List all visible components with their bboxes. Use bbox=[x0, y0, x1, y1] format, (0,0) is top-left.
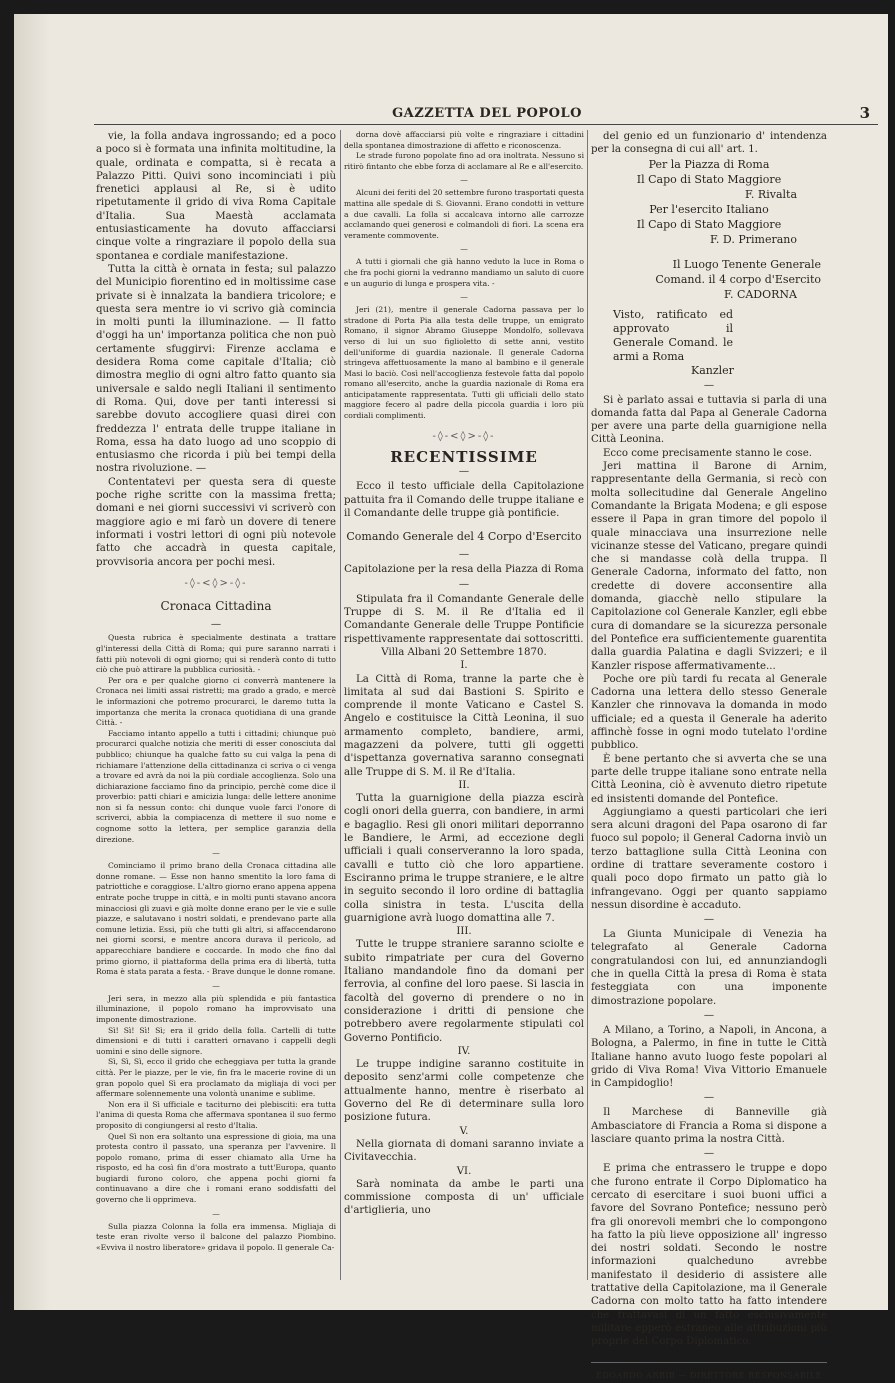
column-1 bbox=[96, 130, 336, 1253]
article-number: II. bbox=[458, 779, 470, 791]
paragraph: Si è parlato assai e tuttavia si parla di una domanda fatta dal Papa al Generale Cadorna per avere una parte della guarnigione nella Città Leonina. bbox=[591, 394, 827, 446]
paragraph: È bene pertanto che si avverta che se una parte delle truppe italiane sono entrate nella Città Leonina, ciò è avvenuto dietro ripetute ed insistenti domande del Pontefice. bbox=[591, 753, 827, 805]
paragraph: La Città di Roma, tranne la parte che è limitata al sud dai Bastioni S. Spirito e comprende il monte Vaticano e Castel S. Angelo e costituisce la Città Leonina, il suo armamento completo, bandiere, armi, magazzeni da polvere, tutti gli oggetti d'ispettanza governativa saranno consegnati alle Truppe di S. M. il Re d'Italia. bbox=[344, 673, 584, 778]
paragraph: Per ora e per qualche giorno ci converrà mantenere la Cronaca nei limiti assai ristretti; ma grado a grado, e mercè le informazioni che potremo procurarci, le daremo tutta la importanza che merita la cronaca quotidiana di una grande Città. - bbox=[96, 675, 336, 728]
paragraph: Sì! Sì! Sì! Sì; era il grido della folla. Cartelli di tutte dimensioni e di tutti i caratteri ornavano i cappelli degli uomini e sino delle signore. bbox=[96, 1025, 336, 1056]
paragraph: Sarà nominata da ambe le parti una commissione composta di un' ufficiale d'artiglieria, uno bbox=[344, 1178, 584, 1217]
dash-divider: — bbox=[703, 1148, 715, 1160]
ratification-name: Kanzler bbox=[691, 363, 734, 377]
dash-divider: — bbox=[212, 1208, 220, 1218]
signature-line: Il Capo di Stato Maggiore bbox=[636, 217, 782, 231]
paragraph: Tutte le truppe straniere saranno sciolte e subito rimpatriate per cura del Governo Italiano mandandole fino da domani per ferrovia, al confine del loro paese. Si lascia in facoltà del governo di prendere o no in considerazione i dritti di pensione che potrebbero avere regolarmente stipulati col Governo Pontificio. bbox=[344, 939, 584, 1044]
dash-divider: — bbox=[460, 244, 468, 254]
dash-divider: — bbox=[460, 292, 468, 302]
dash-divider: — bbox=[703, 379, 715, 391]
article-number: III. bbox=[456, 926, 472, 938]
article-number: IV. bbox=[457, 1045, 471, 1057]
dash-divider: — bbox=[703, 914, 715, 926]
paragraph: E prima che entrassero le truppe e dopo che furono entrate il Corpo Diplomatico ha cercato di esercitare i suoi buoni uffici a favore del Sovrano Pontefice; nessuno però fra gli onorevoli membri che lo compongono ha fatto la più lieve opposizione all' ingresso dei nostri soldati. Secondo le nostre informazioni qualcheduno avrebbe manifestato il desiderio di assistere alle trattative della Capitolazione, ma il Generale Cadorna con molto tatto ha fatto intendere che trattavasi di un fatto esclusivamente militare epperò estraneo alle attribuzioni più proprie del Corpo Diplomatico. bbox=[591, 1163, 827, 1348]
column-2 bbox=[344, 130, 584, 1218]
paragraph: Jeri (21), mentre il generale Cadorna passava per lo stradone di Porta Pia alla testa delle truppe, un emigrato Romano, il signor Abramo Giuseppe Mondolfo, sollevava verso di lui un suo figlioletto di sette anni, vestito dell'uniforme di guardia nazionale. Il generale Cadorna stringeva affettuosamente la mano al bambino e il generale Masi lo baciò. Così nell'accoglienza festevole fatta dal popolo romano all'esercito, anche la guardia nazionale di Roma era anticipatamente rappresentata. Tutti gli ufficiali dello stato maggiore fecero al padre della piccola guardia i loro più cordiali complimenti. bbox=[344, 305, 584, 421]
dash-divider: — bbox=[460, 175, 468, 185]
paragraph: Alcuni dei feriti del 20 settembre furono trasportati questa mattina alle spedale di S. Giovanni. Erano condotti in vetture a due cavalli. La folla si accalcava intorno alle carrozze acclamando quei generosi e colmandoli di fiori. La scena era veramente commovente. bbox=[344, 188, 584, 240]
column-divider bbox=[340, 130, 341, 1280]
paragraph: Facciamo intanto appello a tutti i cittadini; chiunque può procurarci qualche notizia che meriti di esser conosciuta dal pubblico; chiunque ha qualche fatto su cui valga la pena di richiamare l'attenzione della cittadinanza ci scriva o ci venga a trovare ed avrà da noi la più cordiale accoglienza. Solo una dichiarazione facciamo fino da principio, perchè come dice il proverbio: patti chiari e amicizia lunga: delle lettere anonime non si fa nessun conto: chi dunque vuole farci l'onore di scriverci, abbia la compiacenza di mettere il suo nome e cognome sotto la lettera, per semplice garanzia della direzione. bbox=[96, 728, 336, 844]
subheading: Capitolazione per la resa della Piazza di Roma bbox=[344, 564, 584, 576]
signature-line: Comand. il 4 corpo d'Esercito bbox=[655, 272, 821, 286]
signature-name: F. Rivalta bbox=[745, 187, 797, 201]
signature-name: F. D. Primerano bbox=[710, 232, 797, 246]
paragraph: Le strade furono popolate fino ad ora inoltrata. Nessuno si ritirò fintanto che ebbe forza di acclamare al Re e all'esercito. bbox=[344, 151, 584, 171]
dash-divider: — bbox=[458, 549, 470, 561]
page-number: 3 bbox=[859, 104, 870, 122]
signature-line: Per la Piazza di Roma bbox=[648, 157, 770, 171]
dash-divider: — bbox=[212, 848, 220, 858]
paragraph: del genio ed un funzionario d' intendenza per la consegna di cui all' art. 1. bbox=[591, 131, 827, 156]
signature-name: F. CADORNA bbox=[724, 287, 797, 301]
dash-divider: — bbox=[212, 980, 220, 990]
paragraph: A Milano, a Torino, a Napoli, in Ancona, a Bologna, a Palermo, in fine in tutte le Città Italiane hanno avuto luogo feste popolari al grido di Viva Roma! Viva Vittorio Emanuele in Campidoglio! bbox=[591, 1024, 827, 1090]
paragraph: Cominciamo il primo brano della Cronaca cittadina alle donne romane. — Esse non hanno smentito la loro fama di patriottiche e coraggiose. L'altro giorno erano appena appena entrate poche truppe in città, e in molti punti stavano ancora minacciosi gli zuavi e già molte donne erano per le vie e sulle piazze, e salutavano i nostri soldati, e prendevano parte alla comune letizia. Essi, più che tutti gli altri, si affaccendarono nei giorni scorsi, e mentre ancora durava il pericolo, ad apparecchiare bandiere e coccarde. In modo che fino dal primo giorno, il piattaforma della prima era di libertà, tutta Roma è stata parata a festa. - Brave dunque le donne romane. bbox=[96, 861, 336, 977]
section-title: Cronaca Cittadina bbox=[160, 599, 272, 614]
paragraph: Sulla piazza Colonna la folla era immensa. Migliaja di teste eran rivolte verso il balcone del palazzo Piombino. «Evviva il nostro liberatore» gridava il popolo. Il generale Ca- bbox=[96, 1221, 336, 1252]
dash-divider: — bbox=[703, 1009, 715, 1021]
signature-line: Per l'esercito Italiano bbox=[649, 202, 769, 216]
column-3 bbox=[591, 130, 827, 1383]
ornament-divider: -◊-<◊>-◊- bbox=[432, 430, 496, 442]
signature-line: Il Capo di Stato Maggiore bbox=[636, 172, 782, 186]
article-number: V. bbox=[459, 1125, 469, 1137]
ratification-note: Visto, ratificato ed approvato il Generale Comand. le armi a Roma bbox=[613, 307, 733, 363]
paragraph: Questa rubrica è specialmente destinata a trattare gl'interessi della Città di Roma; qui pure saranno narrati i fatti più notevoli di ogni giorno; qui si renderà conto di tutto ciò che può attirare la pubblica curiosità. - bbox=[96, 633, 336, 675]
paragraph: Stipulata fra il Comandante Generale delle Truppe di S. M. il Re d'Italia ed il Comandante Generale delle Truppe Pontificie rispettivamente rappresentate dai sottoscritti. bbox=[344, 593, 584, 645]
article-number: I. bbox=[460, 660, 468, 672]
paragraph: Il Marchese di Banneville già Ambasciatore di Francia a Roma si dispone a lasciare quanto prima la nostra Città. bbox=[591, 1107, 827, 1146]
signature-line: Il Luogo Tenente Generale bbox=[672, 257, 821, 271]
subheading: Comando Generale del 4 Corpo d'Esercito bbox=[346, 530, 582, 544]
footer-credit: EDOARDO ARBIB — DIRETTORE RESPONSABILE bbox=[591, 1362, 827, 1382]
masthead-title: GAZZETTA DEL POPOLO bbox=[392, 106, 582, 121]
paragraph: dorna dovè affacciarsi più volte e ringraziare i cittadini della spontanea dimostrazione di affetto e riconoscenza. bbox=[344, 130, 584, 150]
paragraph: Non era il Sì ufficiale e taciturno dei plebisciti: era tutta l'anima di questa Roma che affermava spontanea il suo fermo proposito di congiungersi al resto d'Italia. bbox=[96, 1099, 336, 1130]
paragraph: Tutta la guarnigione della piazza escirà cogli onori della guerra, con bandiere, in armi e bagaglio. Resi gli onori militari deporranno le Bandiere, le Armi, ad eccezione degli ufficiali i quali conserveranno la loro spada, cavalli e tutto ciò che loro appartiene. Esciranno prima le truppe straniere, e le altre in seguito secondo il loro ordine di battaglia colla sinistra in testa. L'uscita della guarnigione avrà luogo domattina alle 7. bbox=[344, 793, 584, 924]
header-rule bbox=[94, 124, 878, 125]
paragraph: Jeri sera, in mezzo alla più splendida e più fantastica illuminazione, il popolo romano ha improvvisato una imponente dimostrazione. bbox=[96, 993, 336, 1024]
paragraph: Contentatevi per questa sera di queste poche righe scritte con la massima fretta; domani e nei giorni successivi vi scriverò con maggiore agio e mi farò un dovere di tenere informati i vostri lettori di ogni più notevole fatto che accadrà in questa capitale, provvisoria ancora per pochi mesi. bbox=[96, 476, 336, 568]
paragraph: Tutta la città è ornata in festa; sul palazzo del Municipio fiorentino ed in moltissime case private si è innalzata la bandiera tricolore; e questa sera mentre io vi scrivo già comincia in molti punti la illuminazione. — Il fatto d'oggi ha un' importanza politica che non può certamente sfuggirvi: Firenze acclama e desidera Roma come capitale d'Italia; ciò dimostra meglio di ogni altro fatto quanto sia universale e saldo negli Italiani il sentimento di Roma. Qui, dove per tanti interessi si sarebbe dovuto accogliere quasi direi con freddezza l' entrata delle truppe italiane in Roma, essa ha dato luogo ad uno scoppio di entusiasmo che ricorda i più bei tempi della nostra rivoluzione. — bbox=[96, 263, 336, 475]
dash-divider: — bbox=[210, 619, 222, 631]
dash-divider: — bbox=[458, 578, 470, 590]
dateline: Villa Albani 20 Settembre 1870. bbox=[381, 646, 547, 658]
paragraph: Le truppe indigine saranno costituite in deposito senz'armi colle competenze che attualmente hanno, mentre è riserbato al Governo del Re di determinare sulla loro posizione futura. bbox=[344, 1059, 584, 1124]
paragraph: Jeri mattina il Barone di Arnim, rappresentante della Germania, si recò con molta sollecitudine dal Generale Angelino Comandante la Brigata Modena; e gli espose essere il Papa in gran timore del popolo il quale minacciava una insurrezione nelle vicinanze stesse del Vaticano, pregare quindi che si mandasse colà della truppa. Il Generale Cadorna, informato del fatto, non credette di dovere acconsentire alla domanda, giacchè nello stipulare la Capitolazione col Generale Kanzler, egli ebbe cura di domandare se la sicurezza personale del Pontefice era sufficientemente guarentita dalla guardia Palatina e dagli Svizzeri; e il Kanzler rispose affermativamente... bbox=[591, 461, 827, 672]
paragraph: Ecco come precisamente stanno le cose. bbox=[603, 447, 813, 459]
paragraph: Sì, Sì, Sì, ecco il grido che echeggiava per tutta la grande città. Per le piazze, per le vie, fin fra le macerie rovine di un gran popolo quel Sì era proclamato da migliaja di voci per affermare solennemente una volontà unanime e sublime. bbox=[96, 1057, 336, 1099]
ornament-divider: -◊-<◊>-◊- bbox=[184, 577, 248, 589]
article-number: VI. bbox=[456, 1165, 472, 1177]
paragraph: La Giunta Municipale di Venezia ha telegrafato al Generale Cadorna congratulandosi con lui, ed annunziandogli che in quella Città la presa di Roma è stata festeggiata con una imponente dimostrazione popolare. bbox=[591, 929, 827, 1007]
paragraph: Poche ore più tardi fu recata al Generale Cadorna una lettera dello stesso Generale Kanzler che rinnovava la domanda in modo ufficiale; ed a questa il Generale ha aderito affinchè fosse in ogni modo tutelato l'ordine pubblico. bbox=[591, 673, 827, 752]
paragraph: Ecco il testo ufficiale della Capitolazione pattuita fra il Comando delle truppe italiane e il Comandante delle truppe già pontificie. bbox=[344, 481, 584, 519]
page-shadow bbox=[14, 14, 50, 1310]
section-title: RECENTISSIME bbox=[390, 447, 538, 466]
newspaper-page bbox=[14, 14, 888, 1381]
dash-divider: — bbox=[458, 466, 470, 478]
paragraph: vie, la folla andava ingrossando; ed a poco a poco si è formata una infinita moltitudine, la quale, ordinata e compatta, si è recata a Palazzo Pitti. Quivi sono incominciati i più frenetici applausi al Re, si è udito ripetutamente il grido di viva Roma Capitale d'Italia. Sua Maestà acclamata entusiasticamente ha dovuto affacciarsi cinque volte a ringraziare il popolo della sua spontanea e cordiale manifestazione. bbox=[96, 131, 336, 262]
column-divider bbox=[587, 130, 588, 1280]
paragraph: Nella giornata di domani saranno inviate a Civitavecchia. bbox=[344, 1138, 584, 1164]
dash-divider: — bbox=[703, 1092, 715, 1104]
paragraph: Quel Sì non era soltanto una espressione di gioia, ma una protesta contro il passato, una speranza per l'avvenire. Il popolo romano, prima di esser chiamato alla Urne ha risposto, ed ha così fin d'ora mostrato a tutt'Europa, quanto bugiardi furono coloro, che appena pochi giorni fa continuavano a dire che i romani erano soddisfatti del governo che li opprimeva. bbox=[96, 1131, 336, 1205]
paragraph: A tutti i giornali che già hanno veduto la luce in Roma o che fra pochi giorni la vedranno mandiamo un saluto di cuore e un augurio di lunga e prospera vita. - bbox=[344, 257, 584, 288]
paragraph: Aggiungiamo a questi particolari che ieri sera alcuni dragoni del Papa osarono di far fuoco sul popolo; il General Cadorna inviò un terzo battaglione sulla Città Leonina con ordine di trattare severamente costoro i quali poco dopo firmato un patto già lo infrangevano. Oggi per quanto sappiamo nessun disordine è accaduto. bbox=[591, 806, 827, 911]
page-header bbox=[96, 102, 878, 124]
